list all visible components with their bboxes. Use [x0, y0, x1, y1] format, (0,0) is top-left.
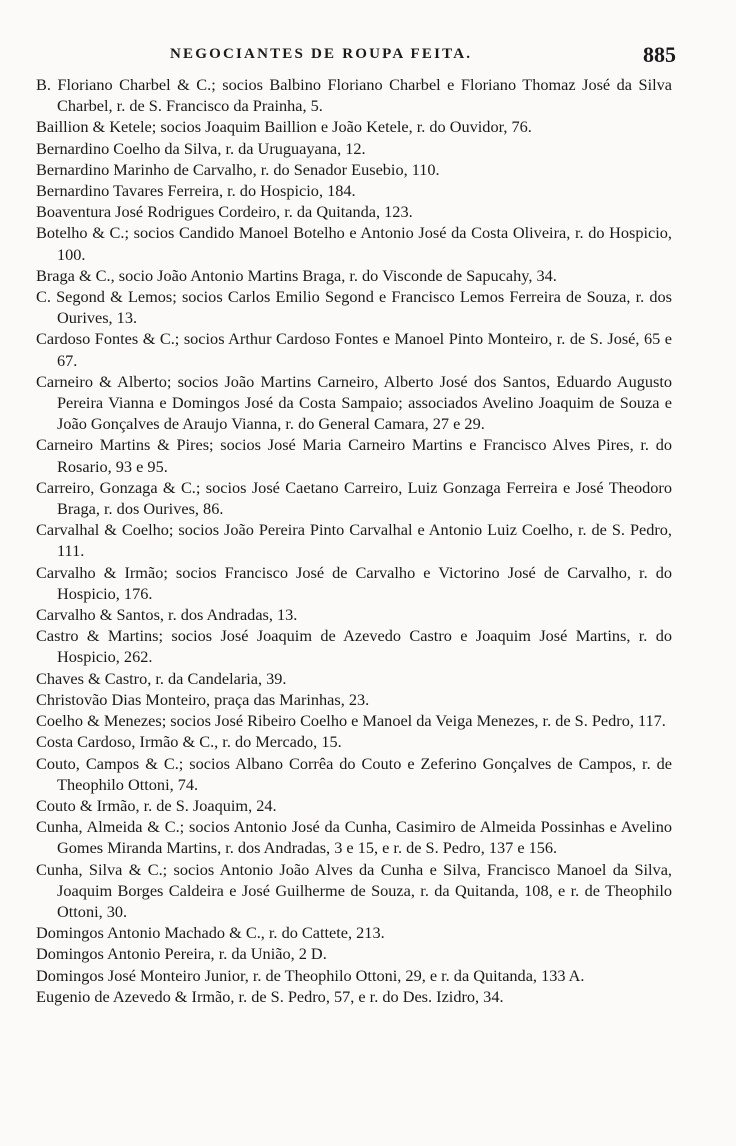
- merchant-entry: Baillion & Ketele; socios Joaquim Baillion e João Ketele, r. do Ouvidor, 76.: [36, 117, 532, 137]
- merchant-entry: Coelho & Menezes; socios José Ribeiro Coelho e Manoel da Veiga Menezes, r. de S. Pedro, 117.: [36, 711, 666, 731]
- merchant-entry: Castro & Martins; socios José Joaquim de Azevedo Castro e Joaquim José Martins, r. do Hospicio, 262.: [36, 626, 672, 667]
- merchant-entry: Couto, Campos & C.; socios Albano Corrêa do Couto e Zeferino Gonçalves de Campos, r. de Theophilo Ottoni, 74.: [36, 753, 672, 794]
- merchant-entry: Carvalhal & Coelho; socios João Pereira Pinto Carvalhal e Antonio Luiz Coelho, r. de S. Pedro, 111.: [36, 520, 672, 561]
- merchant-entry: B. Floriano Charbel & C.; socios Balbino Floriano Charbel e Floriano Thomaz José da Silva Charbel, r. de S. Francisco da Prainha, 5.: [36, 75, 672, 116]
- merchant-entry: Carneiro Martins & Pires; socios José Maria Carneiro Martins e Francisco Alves Pires, r. do Rosario, 93 e 95.: [36, 435, 672, 476]
- merchant-entry: Cunha, Silva & C.; socios Antonio João Alves da Cunha e Silva, Francisco Manoel da Silva, Joaquim Borges Caldeira e José Guilherme de Souza, r. da Quitanda, 108, e r. de Theophilo Ottoni, 30.: [36, 859, 672, 921]
- merchant-entry: Domingos Antonio Machado & C., r. do Cattete, 213.: [36, 923, 385, 943]
- merchant-entry: Carreiro, Gonzaga & C.; socios José Caetano Carreiro, Luiz Gonzaga Ferreira e José Theodoro Braga, r. dos Ourives, 86.: [36, 477, 672, 519]
- merchant-entry: Chaves & Castro, r. da Candelaria, 39.: [36, 668, 287, 688]
- merchant-entry: Carneiro & Alberto; socios João Martins Carneiro, Alberto José dos Santos, Eduardo Augusto Pereira Vianna e Domingos José da Costa Sampaio; associados Avelino Joaquim de Souza e João Gonçalves de Araujo Vianna, r. do General Camara, 27 e 29.: [36, 371, 672, 434]
- merchant-entry: Carvalho & Irmão; socios Francisco José de Carvalho e Victorino José de Carvalho, r. do Hospicio, 176.: [36, 562, 672, 603]
- merchant-entry: Domingos Antonio Pereira, r. da União, 2 D.: [36, 944, 327, 964]
- merchant-entry: Bernardino Tavares Ferreira, r. do Hospicio, 184.: [36, 181, 356, 201]
- merchant-list: [36, 74, 672, 1007]
- merchant-entry: Costa Cardoso, Irmão & C., r. do Mercado, 15.: [36, 732, 342, 752]
- running-title: NEGOCIANTES DE ROUPA FEITA.: [170, 46, 473, 62]
- merchant-entry: Cunha, Almeida & C.; socios Antonio José da Cunha, Casimiro de Almeida Possinhas e Avelino Gomes Miranda Martins, r. dos Andradas, 3 e 15, e r. de S. Pedro, 137 e 156.: [36, 817, 672, 858]
- merchant-entry: Eugenio de Azevedo & Irmão, r. de S. Pedro, 57, e r. do Des. Izidro, 34.: [36, 986, 504, 1006]
- merchant-entry: Carvalho & Santos, r. dos Andradas, 13.: [36, 605, 298, 625]
- merchant-entry: Bernardino Marinho de Carvalho, r. do Senador Eusebio, 110.: [36, 159, 440, 179]
- merchant-entry: Cardoso Fontes & C.; socios Arthur Cardoso Fontes e Manoel Pinto Monteiro, r. de S. José, 65 e 67.: [36, 329, 672, 370]
- page-header: [36, 42, 676, 72]
- merchant-entry: Bernardino Coelho da Silva, r. da Uruguayana, 12.: [36, 138, 366, 158]
- merchant-entry: Boaventura José Rodrigues Cordeiro, r. da Quitanda, 123.: [36, 202, 413, 222]
- page-number: 885: [643, 42, 676, 67]
- merchant-entry: C. Segond & Lemos; socios Carlos Emilio Segond e Francisco Lemos Ferreira de Souza, r. dos Ourives, 13.: [36, 287, 672, 328]
- merchant-entry: Domingos José Monteiro Junior, r. de Theophilo Ottoni, 29, e r. da Quitanda, 133 A.: [36, 965, 585, 985]
- merchant-entry: Botelho & C.; socios Candido Manoel Botelho e Antonio José da Costa Oliveira, r. do Hospicio, 100.: [36, 223, 672, 264]
- merchant-entry: Couto & Irmão, r. de S. Joaquim, 24.: [36, 795, 277, 815]
- merchant-entry: Braga & C., socio João Antonio Martins Braga, r. do Visconde de Sapucahy, 34.: [36, 265, 557, 285]
- merchant-entry: Christovão Dias Monteiro, praça das Marinhas, 23.: [36, 689, 370, 709]
